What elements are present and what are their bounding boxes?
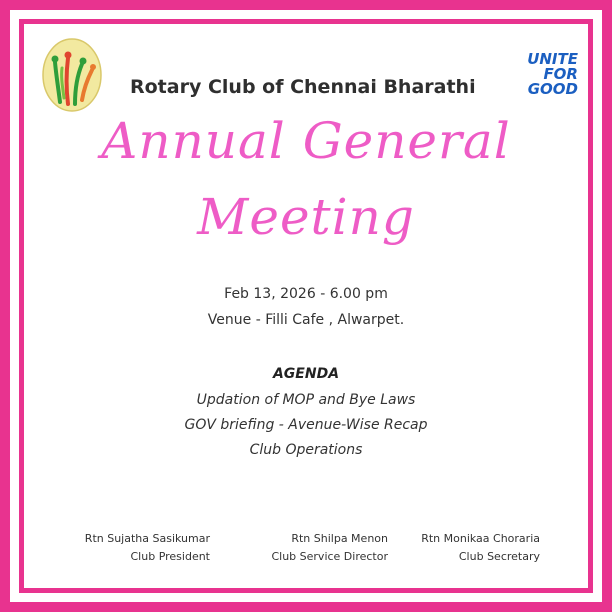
club-name: Rotary Club of Chennai Bharathi — [130, 76, 476, 98]
agenda-heading: AGENDA — [272, 366, 340, 382]
signatory-name: Rtn Sujatha Sasikumar — [84, 532, 210, 545]
signatory-president — [70, 530, 210, 566]
tagline-word: GOOD — [527, 80, 578, 98]
signatory-name: Rtn Monikaa Choraria — [421, 532, 540, 545]
signatory-name: Rtn Shilpa Menon — [291, 532, 388, 545]
event-date: Feb 13, 2026 - 6.00 pm — [224, 286, 388, 302]
agenda-item: GOV briefing - Avenue-Wise Recap — [184, 417, 428, 433]
signatory-role: Club Secretary — [458, 550, 540, 563]
signatory-club-service — [238, 530, 388, 566]
title-line-2: Meeting — [197, 188, 415, 246]
signatory-role: Club President — [130, 550, 210, 563]
inner-frame — [19, 19, 593, 593]
signatory-role: Club Service Director — [271, 550, 388, 563]
event-venue: Venue - Filli Cafe , Alwarpet. — [207, 312, 405, 328]
agenda-item: Club Operations — [249, 442, 363, 458]
tagline — [498, 52, 578, 97]
tagline-word: FOR — [543, 65, 578, 83]
tagline-word: UNITE — [527, 50, 578, 68]
agenda-item: Updation of MOP and Bye Laws — [196, 392, 416, 408]
signatory-secretary — [410, 530, 540, 566]
club-logo-icon — [42, 38, 102, 112]
title-line-1: Annual General — [101, 112, 511, 170]
